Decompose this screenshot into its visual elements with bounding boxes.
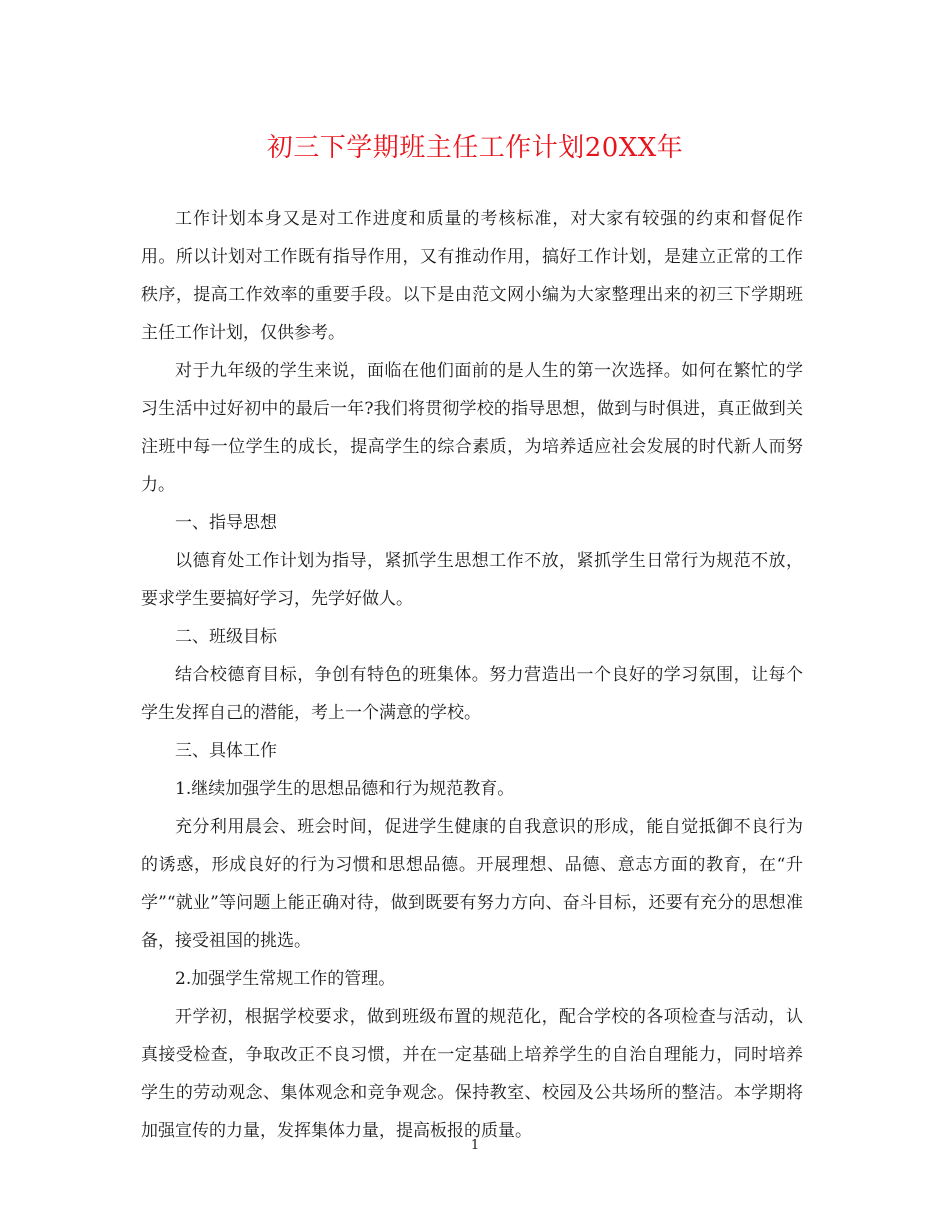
paragraph-class-goals: 结合校德育目标，争创有特色的班集体。努力营造出一个良好的学习氛围，让每个学生发挥自己的潜能，考上一个满意的学校。	[141, 665, 803, 723]
section-heading-guiding-thought: 一、指导思想	[175, 513, 277, 533]
paragraph-guiding-thought: 以德育处工作计划为指导，紧抓学生思想工作不放，紧抓学生日常行为规范不放，要求学生要搞好学习，先学好做人。	[141, 551, 803, 609]
section-heading-class-goals: 二、班级目标	[175, 627, 277, 647]
subheading-routine-management: 2.加强学生常规工作的管理。	[175, 969, 396, 989]
document-body	[141, 200, 803, 1150]
paragraph-intro: 工作计划本身又是对工作进度和质量的考核标准，对大家有较强的约束和督促作用。所以计划对工作既有指导作用，又有推动作用，搞好工作计划，是建立正常的工作秩序，提高工作效率的重要手段。以下是由范文网小编为大家整理出来的初三下学期班主任工作计划，仅供参考。	[141, 209, 803, 343]
paragraph-moral-education: 充分利用晨会、班会时间，促进学生健康的自我意识的形成，能自觉抵御不良行为的诱惑，形成良好的行为习惯和思想品德。开展理想、品德、意志方面的教育，在“升学”“就业”等问题上能正确对待，做到既要有努力方向、奋斗目标，还要有充分的思想准备，接受祖国的挑选。	[141, 817, 803, 951]
section-heading-specific-work: 三、具体工作	[175, 741, 277, 761]
document-title: 初三下学期班主任工作计划20XX年	[266, 133, 684, 163]
page-number: 1	[470, 1138, 480, 1153]
paragraph-routine-management: 开学初，根据学校要求，做到班级布置的规范化，配合学校的各项检查与活动，认真接受检查，争取改正不良习惯，并在一定基础上培养学生的自治自理能力，同时培养学生的劳动观念、集体观念和竞争观念。保持教室、校园及公共场所的整洁。本学期将加强宣传的力量，发挥集体力量，提高板报的质量。	[141, 1007, 803, 1141]
paragraph-background: 对于九年级的学生来说，面临在他们面前的是人生的第一次选择。如何在繁忙的学习生活中过好初中的最后一年?我们将贯彻学校的指导思想，做到与时俱进，真正做到关注班中每一位学生的成长，提高学生的综合素质，为培养适应社会发展的时代新人而努力。	[141, 361, 803, 495]
subheading-moral-education: 1.继续加强学生的思想品德和行为规范教育。	[175, 779, 515, 799]
